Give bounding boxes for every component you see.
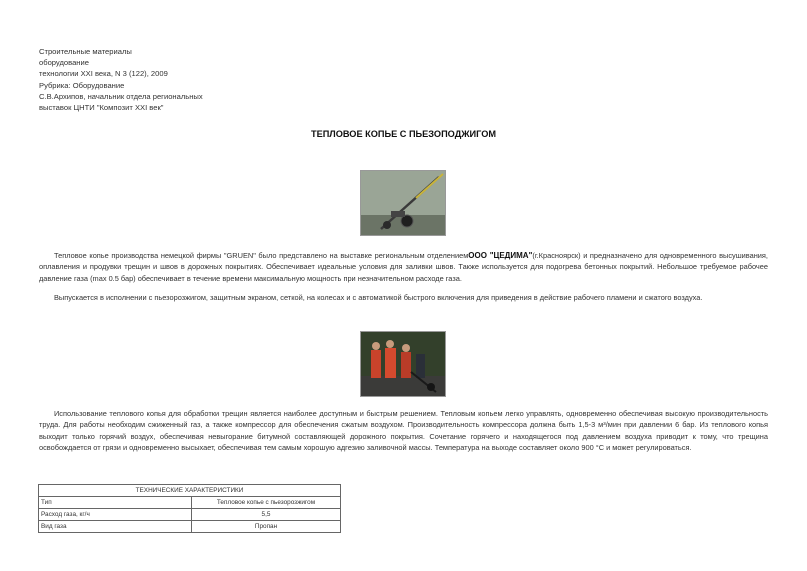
spec-value: Тепловое копье с пьезорозжигом bbox=[192, 497, 341, 509]
meta-line: технологии XXI века, N 3 (122), 2009 bbox=[39, 69, 168, 79]
paragraph-usage: Использование теплового копья для обработки трещин является наиболее доступным и быстрым решением. Тепловым копьем легко управлять, одновременно обеспечивая высокую производительность труда. Для работы необходим сжиженный газ, а также компрессор для обеспечения сжатым воздухом. Производительность компрессора должна быть 1,5-3 м³/мин при давлении 6 бар. Из теплового копья выходит только горячий воздух, обеспечивая невыгорание битумной составляющей дорожного покрытия. Сочетание горячего и находящегося под давлением воздуха приводит к тому, что трещина освобождается от грязи и одновременно высыхает, обеспечивая тем самым хорошую адгезию заливочной массы. Температура на выходе составляет около 900 °С и может регулироваться. bbox=[39, 409, 768, 452]
paragraph-text: (г.Красноярск) и предназначено для одновременного высушивания, оплавления и продувки трещин и швов в дорожных покрытиях. Обеспечивает идеальные условия для заливки швов. Также используется для подогрева бетонных покрытий. Небольшое требуемое рабочее давление газа (max 0.5 бар) обеспечивает в течение времени максимальную мощность при незначительном расходе газа. bbox=[39, 251, 768, 283]
table-row bbox=[39, 521, 341, 533]
table-row bbox=[39, 497, 341, 509]
specs-header: ТЕХНИЧЕСКИЕ ХАРАКТЕРИСТИКИ bbox=[39, 485, 341, 497]
spec-label: Расход газа, кг/ч bbox=[39, 509, 192, 521]
spec-value: Пропан bbox=[192, 521, 341, 533]
meta-line: Рубрика: Оборудование bbox=[39, 80, 125, 90]
spec-label: Тип bbox=[39, 497, 192, 509]
spec-value: 5,5 bbox=[192, 509, 341, 521]
specs-table bbox=[38, 484, 341, 533]
meta-line: С.В.Архипов, начальник отдела региональных bbox=[39, 91, 203, 101]
meta-line: выставок ЦНТИ "Композит XXI век" bbox=[39, 103, 164, 113]
paragraph-options: Выпускается в исполнении с пьезорозжигом, защитным экраном, сеткой, на колесах и с автоматикой быстрого включения для приведения в действие рабочего пламени и сжатого воздуха. bbox=[54, 293, 703, 302]
article-title: ТЕПЛОВОЕ КОПЬЕ С ПЬЕЗОПОДЖИГОМ bbox=[310, 129, 497, 139]
company-name: ООО "ЦЕДИМА" bbox=[468, 251, 533, 260]
paragraph-intro bbox=[39, 250, 768, 284]
workers-photo bbox=[360, 331, 446, 397]
road-work-image bbox=[361, 332, 446, 397]
product-photo bbox=[360, 170, 446, 236]
spec-label: Вид газа bbox=[39, 521, 192, 533]
table-header-row bbox=[39, 485, 341, 497]
meta-line: Строительные материалы bbox=[39, 47, 132, 56]
heat-lance-image bbox=[361, 171, 446, 236]
article-meta bbox=[39, 46, 203, 113]
meta-line: оборудование bbox=[39, 58, 89, 68]
table-row bbox=[39, 509, 341, 521]
paragraph-text: Тепловое копье производства немецкой фирмы "GRUEN" было представлено на выставке региональным отделением bbox=[54, 251, 469, 260]
